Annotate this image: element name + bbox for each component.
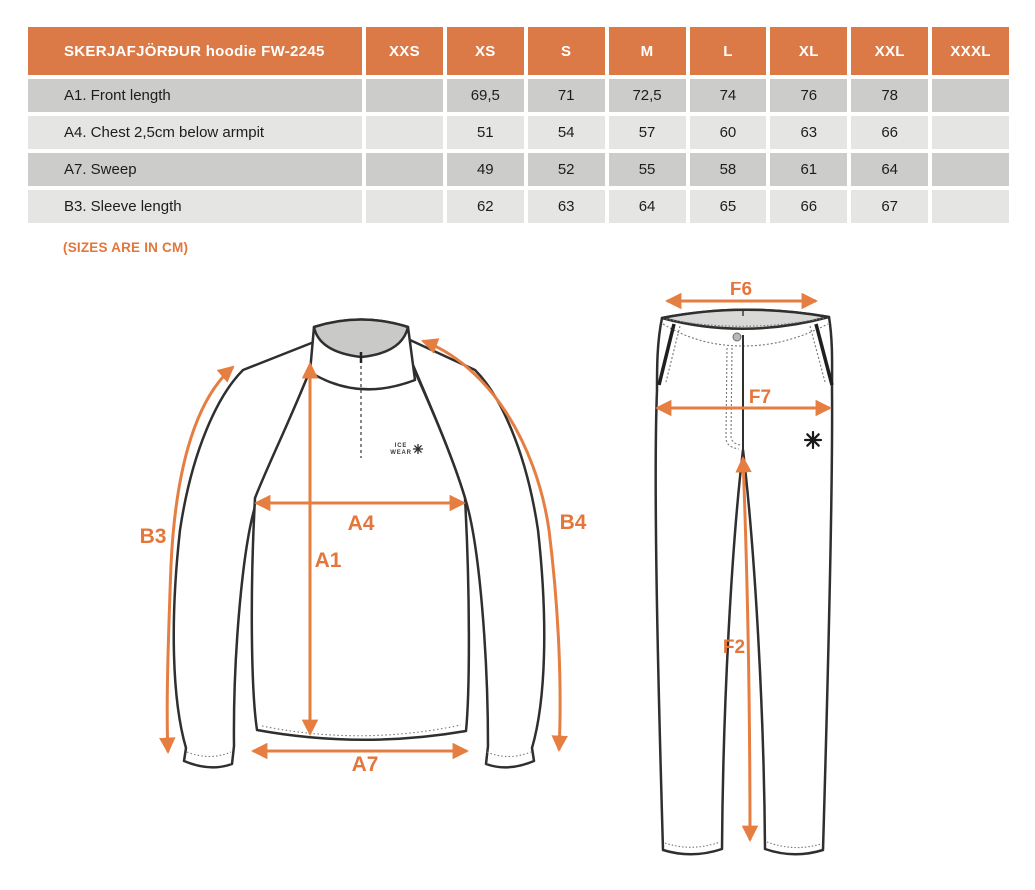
measurement-value-cell: 66 <box>770 190 847 223</box>
measurement-value-cell <box>366 116 443 149</box>
measurement-value-cell: 51 <box>447 116 524 149</box>
measurement-value-cell: 63 <box>528 190 605 223</box>
brand-logo-line1: ICE <box>394 443 408 449</box>
measurement-row-label: B3. Sleeve length <box>28 190 362 223</box>
size-column-header: XXL <box>851 27 928 75</box>
size-column-header: S <box>528 27 605 75</box>
measurement-value-cell: 63 <box>770 116 847 149</box>
hoodie-measure-label-a7: A7 <box>351 753 379 776</box>
size-column-header: XXXL <box>932 27 1009 75</box>
measurement-value-cell: 64 <box>609 190 686 223</box>
size-chart-table <box>28 27 1009 223</box>
measurement-row-label: A4. Chest 2,5cm below armpit <box>28 116 362 149</box>
measurement-value-cell <box>366 190 443 223</box>
pants-measure-label-f7: F7 <box>748 387 772 408</box>
measurement-value-cell: 49 <box>447 153 524 186</box>
measurement-value-cell: 62 <box>447 190 524 223</box>
measurement-value-cell: 57 <box>609 116 686 149</box>
measurement-value-cell: 65 <box>690 190 767 223</box>
sizes-unit-note: (SIZES ARE IN CM) <box>63 240 189 255</box>
measurement-row-label: A1. Front length <box>28 79 362 112</box>
measurement-value-cell <box>366 153 443 186</box>
pants-measure-label-f6: F6 <box>729 282 753 300</box>
measurement-value-cell: 66 <box>851 116 928 149</box>
size-column-header: L <box>690 27 767 75</box>
measurement-value-cell: 55 <box>609 153 686 186</box>
snowflake-icon <box>805 432 821 448</box>
size-column-header: M <box>609 27 686 75</box>
pants-measure-label-f2: F2 <box>722 637 746 658</box>
measurement-value-cell <box>932 116 1009 149</box>
size-column-header: XS <box>447 27 524 75</box>
brand-logo-line2: WEAR <box>390 450 412 456</box>
hoodie-measure-label-a4: A4 <box>347 512 375 535</box>
hoodie-measurement-diagram <box>130 290 620 810</box>
measurement-value-cell <box>366 79 443 112</box>
size-column-header: XXS <box>366 27 443 75</box>
measurement-value-cell <box>932 79 1009 112</box>
measurement-value-cell: 64 <box>851 153 928 186</box>
measurement-value-cell: 61 <box>770 153 847 186</box>
measurement-value-cell: 67 <box>851 190 928 223</box>
product-name-cell: SKERJAFJÖRÐUR hoodie FW-2245 <box>28 27 362 75</box>
measurement-value-cell <box>932 153 1009 186</box>
hoodie-measure-label-a1: A1 <box>314 549 342 572</box>
measurement-value-cell: 74 <box>690 79 767 112</box>
hoodie-measure-label-b3: B3 <box>139 525 167 548</box>
size-column-header: XL <box>770 27 847 75</box>
measurement-value-cell: 58 <box>690 153 767 186</box>
measurement-value-cell <box>932 190 1009 223</box>
hoodie-measure-label-b4: B4 <box>559 511 587 534</box>
measurement-row-label: A7. Sweep <box>28 153 362 186</box>
measurement-value-cell: 72,5 <box>609 79 686 112</box>
snowflake-icon <box>414 445 423 454</box>
measurement-value-cell: 71 <box>528 79 605 112</box>
measurement-value-cell: 76 <box>770 79 847 112</box>
waist-button <box>733 333 741 341</box>
pants-measurement-diagram <box>630 282 860 870</box>
measurement-value-cell: 78 <box>851 79 928 112</box>
measurement-value-cell: 60 <box>690 116 767 149</box>
measurement-value-cell: 69,5 <box>447 79 524 112</box>
measurement-value-cell: 52 <box>528 153 605 186</box>
measurement-value-cell: 54 <box>528 116 605 149</box>
